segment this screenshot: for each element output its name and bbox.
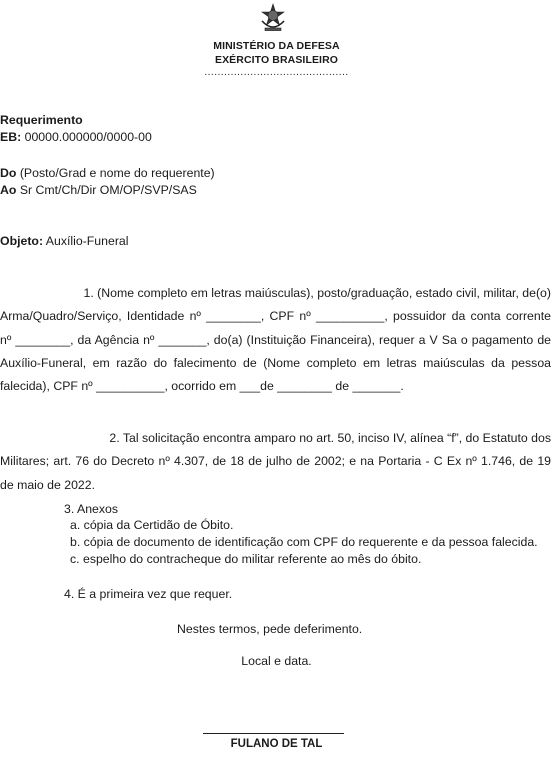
paragraph-2-line: de maio de 2022. xyxy=(0,477,96,492)
paragraph-1-line: Arma/Quadro/Serviço, Identidade nº ________, CPF nº __________, possuidor da conta corrente xyxy=(0,309,551,324)
first-request-statement: 4. É a primeira vez que requer. xyxy=(64,587,233,601)
to-label: Ao xyxy=(0,183,17,197)
document-title: Requerimento xyxy=(0,113,83,127)
annex-item: a. cópia da Certidão de Óbito. xyxy=(70,518,234,532)
from-value: (Posto/Grad e nome do requerente) xyxy=(19,166,215,180)
to-line xyxy=(0,183,197,197)
paragraph-2-line: 2. Tal solicitação encontra amparo no art. 50, inciso IV, alínea “f”, do Estatuto dos xyxy=(75,431,551,445)
paragraph-1-line: 1. (Nome completo em letras maiúsculas), posto/graduação, estado civil, militar, de(o) xyxy=(49,286,551,300)
subject-value: Auxílio-Funeral xyxy=(45,234,129,248)
eb-number xyxy=(0,130,152,144)
annex-item: c. espelho do contracheque do militar referente ao mês do óbito. xyxy=(70,552,422,566)
army-name: EXÉRCITO BRASILEIRO xyxy=(214,54,339,66)
eb-label: EB: xyxy=(0,130,22,144)
annex-item: b. cópia de documento de identificação com CPF do requerente e da pessoa falecida. xyxy=(70,535,538,549)
from-line xyxy=(0,166,215,180)
annexes-title: 3. Anexos xyxy=(64,502,119,516)
signatory-name: FULANO DE TAL xyxy=(230,738,323,750)
ministry-name: MINISTÉRIO DA DEFESA xyxy=(213,40,340,52)
from-label: Do xyxy=(0,166,17,180)
paragraph-1-line: Auxílio-Funeral, em razão do falecimento de (Nome completo em letras maiúsculas da pessoa xyxy=(0,355,551,370)
subject-line xyxy=(0,234,129,248)
paragraph-1 xyxy=(0,282,551,398)
closing-phrase: Nestes termos, pede deferimento. xyxy=(177,622,363,636)
signature-line xyxy=(203,733,344,734)
paragraph-1-line: falecida), CPF nº __________, ocorrido em ___de ________ de _______. xyxy=(0,379,404,394)
header-dotted-line: ............................................ xyxy=(204,67,349,78)
paragraph-2 xyxy=(0,427,551,497)
paragraph-2-line: Militares; art. 76 do Decreto nº 4.307, de 18 de julho de 2002; e na Portaria - C Ex nº 1.746, de 19 xyxy=(0,454,551,469)
eb-value: 00000.000000/0000-00 xyxy=(24,130,152,144)
coat-of-arms-icon xyxy=(259,3,287,33)
paragraph-1-line: nº ________, da Agência nº _______, do(a) (Instituição Financeira), requer a V Sa o pagamento de xyxy=(0,332,551,347)
place-and-date: Local e data. xyxy=(241,654,312,668)
to-value: Sr Cmt/Ch/Dir OM/OP/SVP/SAS xyxy=(19,183,197,197)
subject-label: Objeto: xyxy=(0,234,44,248)
